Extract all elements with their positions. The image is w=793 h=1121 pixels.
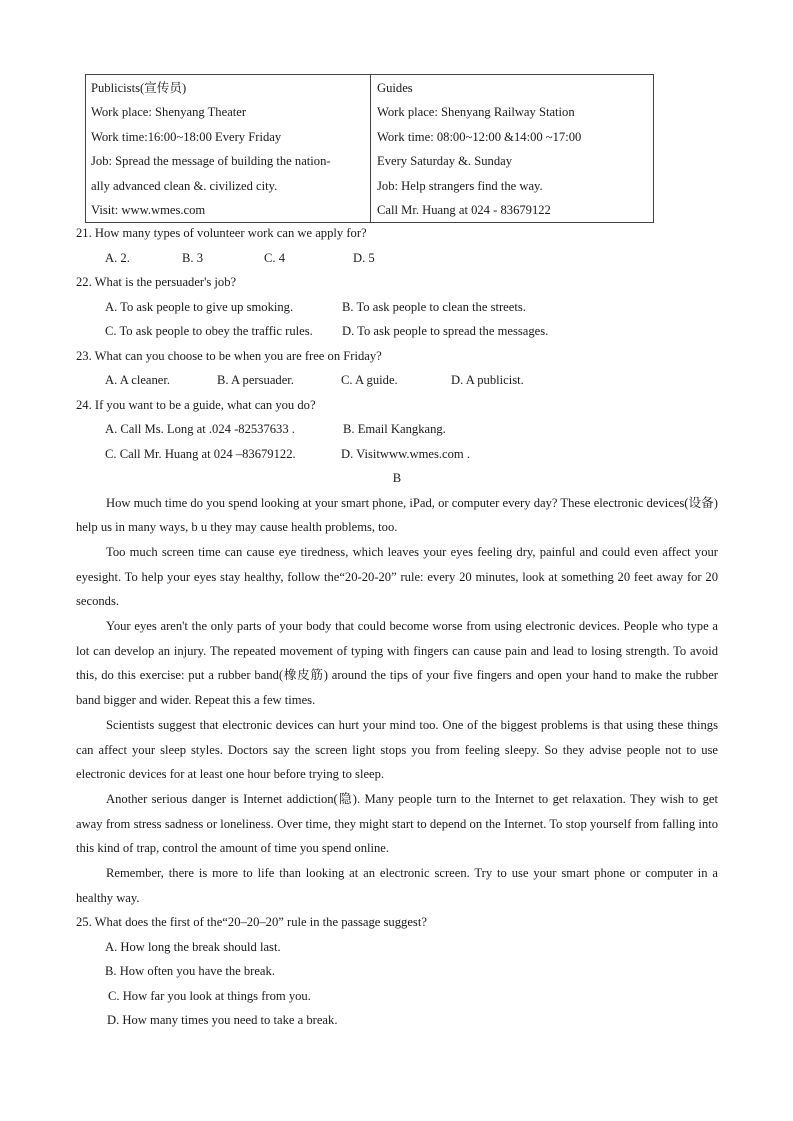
passage-paragraph-4: Scientists suggest that electronic devices can hurt your mind too. One of the biggest problems is that using these things can affect your sleep styles. Doctors say the screen light stops you from feeling sleepy. So they advise people not to use electronic devices for at least one hour before trying to sleep. — [76, 717, 718, 782]
question-22-stem: 22. What is the persuader's job? — [76, 275, 237, 289]
q24-option-b: B. Email Kangkang. — [343, 422, 446, 436]
guides-work-time: Work time: 08:00~12:00 &14:00 ~17:00 — [377, 129, 582, 144]
q25-option-a: A. How long the break should last. — [105, 939, 281, 954]
volunteer-info-table — [85, 74, 654, 223]
guides-title: Guides — [377, 81, 413, 95]
question-25-stem: 25. What does the first of the“20–20–20” rule in the passage suggest? — [76, 915, 427, 930]
q24-option-c: C. Call Mr. Huang at 024 –83679122. — [105, 446, 296, 461]
q25-option-c: C. How far you look at things from you. — [108, 988, 311, 1003]
section-b-label: B — [392, 471, 402, 485]
question-24-stem: 24. If you want to be a guide, what can you do? — [76, 397, 316, 412]
publicists-work-time: Work time:16:00~18:00 Every Friday — [91, 129, 282, 144]
q25-option-b: B. How often you have the break. — [105, 964, 275, 979]
q22-option-c: C. To ask people to obey the traffic rules. — [105, 324, 313, 338]
publicists-work-place: Work place: Shenyang Theater — [91, 105, 247, 120]
passage-paragraph-5: Another serious danger is Internet addiction(隐). Many people turn to the Internet to get relaxation. They wish to get away from stress sadness or loneliness. Over time, they might start to depend on the Internet. To stop yourself from falling into this kind of trap, control the amount of time you spend online. — [76, 791, 718, 856]
q24-option-a: A. Call Ms. Long at .024 -82537633 . — [105, 422, 295, 436]
publicists-job-line-1: Job: Spread the message of building the nation- — [91, 154, 331, 169]
q22-option-a: A. To ask people to give up smoking. — [105, 299, 294, 314]
question-24-options-row2 — [76, 442, 718, 467]
q23-option-b: B. A persuader. — [217, 373, 294, 387]
publicists-job-line-2: ally advanced clean &. civilized city. — [91, 178, 278, 193]
q21-option-c: C. 4 — [264, 250, 285, 265]
question-23-options — [76, 368, 718, 393]
exam-content — [76, 221, 718, 1033]
guides-job: Job: Help strangers find the way. — [377, 178, 543, 193]
guides-work-days: Every Saturday &. Sunday — [377, 154, 513, 169]
q23-option-a: A. A cleaner. — [105, 373, 171, 387]
publicists-title: Publicists(宣传员) — [91, 81, 187, 95]
guides-call: Call Mr. Huang at 024 - 83679122 — [377, 202, 551, 217]
question-23-stem: 23. What can you choose to be when you are free on Friday? — [76, 348, 382, 363]
passage-paragraph-6: Remember, there is more to life than looking at an electronic screen. Try to use your smart phone or computer in a healthy way. — [76, 866, 718, 905]
passage-paragraph-3: Your eyes aren't the only parts of your body that could become worse from using electronic devices. People who type a lot can develop an injury. The repeated movement of typing with fingers can cause pain and lead to losing strength. To avoid this, do this exercise: put a rubber band(橡皮筋) around the tips of your five fingers and open your hand to make the rubber band bigger and wider. Repeat this a few times. — [76, 619, 718, 708]
q24-option-d: D. Visitwww.wmes.com . — [341, 446, 471, 461]
publicists-column — [86, 75, 371, 222]
question-22-options-row2 — [76, 319, 718, 344]
q21-option-d: D. 5 — [353, 250, 375, 265]
question-21-stem: 21. How many types of volunteer work can we apply for? — [76, 226, 367, 240]
question-21-options — [76, 246, 718, 271]
guides-work-place: Work place: Shenyang Railway Station — [377, 105, 575, 120]
passage-paragraph-2: Too much screen time can cause eye tiredness, which leaves your eyes feeling dry, painful and could even affect your eyesight. To help your eyes stay healthy, follow the“20-20-20” rule: every 20 minutes, look at something 20 feet away for 20 seconds. — [76, 544, 718, 609]
q22-option-b: B. To ask people to clean the streets. — [342, 299, 526, 314]
q21-option-b: B. 3 — [182, 250, 203, 265]
passage-paragraph-1: How much time do you spend looking at your smart phone, iPad, or computer every day? These electronic devices(设备) help us in many ways, b u they may cause health problems, too. — [76, 495, 718, 535]
q23-option-c: C. A guide. — [341, 373, 398, 387]
q22-option-d: D. To ask people to spread the messages. — [342, 324, 549, 338]
guides-column — [371, 75, 653, 222]
question-24-options-row1 — [76, 417, 718, 442]
question-22-options-row1 — [76, 295, 718, 320]
q21-option-a: A. 2. — [105, 250, 130, 265]
publicists-visit: Visit: www.wmes.com — [91, 202, 206, 217]
q23-option-d: D. A publicist. — [451, 373, 524, 387]
q25-option-d: D. How many times you need to take a break. — [107, 1013, 338, 1028]
